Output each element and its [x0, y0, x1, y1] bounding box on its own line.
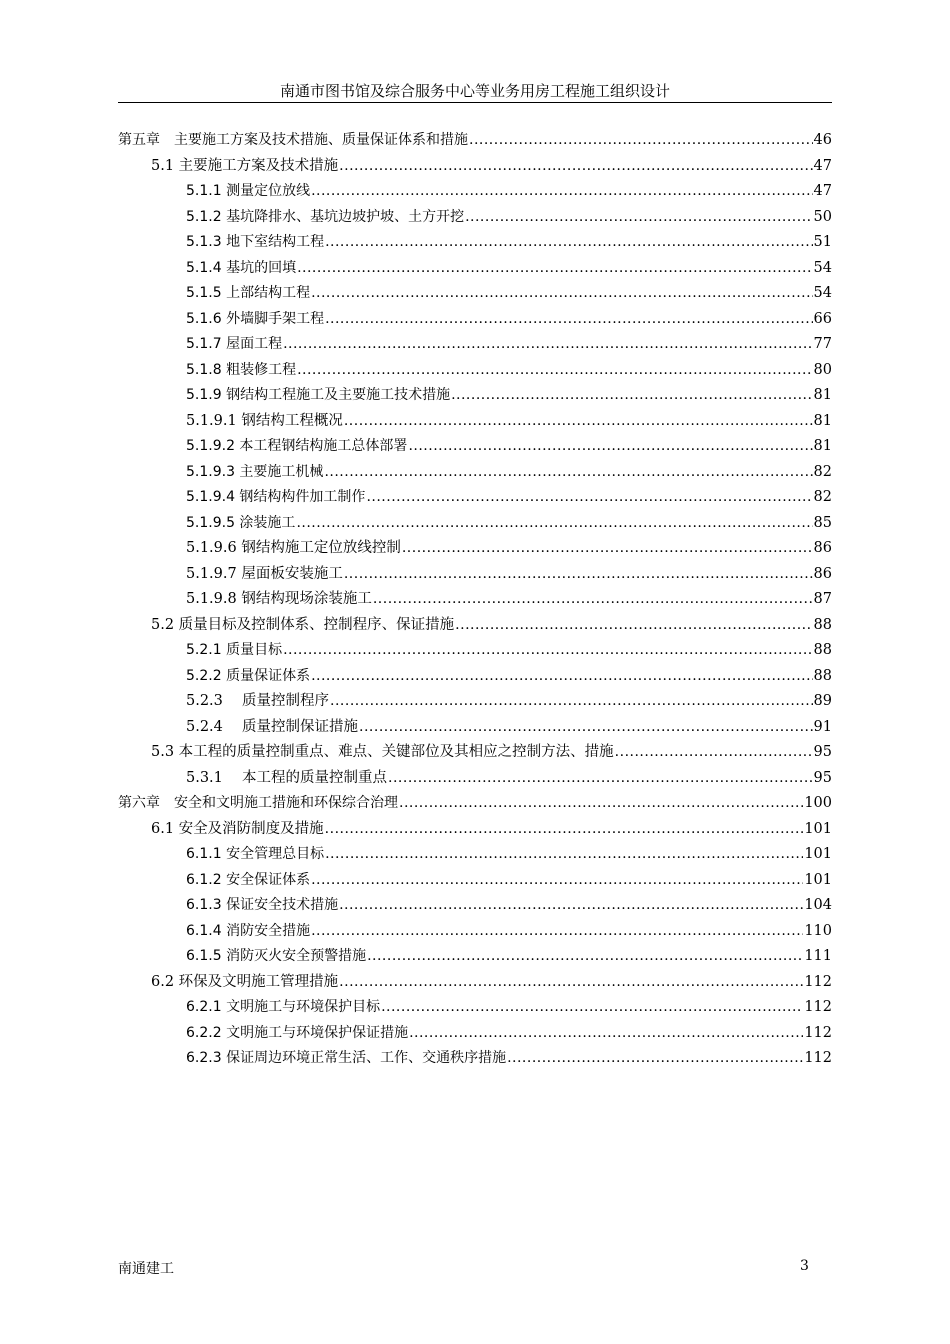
toc-entry-page: 112: [804, 1024, 832, 1041]
toc-entry[interactable]: [186, 562, 832, 584]
toc-entry-label: 5.3.1 本工程的质量控制重点: [186, 769, 388, 786]
toc-entry-label: 5.1.1 测量定位放线: [186, 183, 311, 199]
toc-entry[interactable]: [186, 1046, 832, 1068]
toc-entry[interactable]: [186, 179, 832, 201]
toc-leader-dots: [325, 309, 812, 329]
toc-entry[interactable]: [186, 995, 832, 1017]
toc-entry[interactable]: [186, 409, 832, 431]
toc-entry-label: 5.1.3 地下室结构工程: [186, 234, 325, 250]
toc-entry-page: 88: [813, 616, 832, 633]
toc-entry-page: 50: [813, 208, 832, 225]
toc-entry[interactable]: [186, 664, 832, 686]
toc-entry[interactable]: [186, 715, 832, 737]
toc-entry[interactable]: [186, 893, 832, 915]
toc-entry[interactable]: [186, 485, 832, 507]
toc-entry-page: 86: [813, 565, 832, 582]
toc-entry-page: 86: [813, 540, 832, 556]
toc-entry[interactable]: [186, 434, 832, 456]
header-title: 南通市图书馆及综合服务中心等业务用房工程施工组织设计: [279, 82, 670, 100]
toc-leader-dots: [388, 768, 813, 788]
toc-entry[interactable]: [186, 689, 832, 711]
toc-leader-dots: [311, 181, 812, 201]
toc-entry-page: 46: [813, 132, 832, 148]
toc-entry[interactable]: [186, 1021, 832, 1043]
toc-entry-label: 5.2.1 质量目标: [186, 642, 283, 658]
toc-leader-dots: [402, 538, 813, 558]
toc-leader-dots: [325, 844, 803, 864]
toc-entry-label: 6.1.3 保证安全技术措施: [186, 897, 339, 913]
toc-leader-dots: [507, 1048, 803, 1068]
toc-entry-label: 5.1.9.7 屋面板安装施工: [186, 565, 343, 582]
toc-entry-page: 47: [813, 183, 832, 199]
toc-entry-label: 5.1.8 粗装修工程: [186, 361, 297, 378]
toc-entry-page: 77: [813, 336, 832, 352]
toc-entry-page: 112: [804, 1050, 832, 1066]
toc-leader-dots: [344, 564, 813, 584]
toc-leader-dots: [381, 997, 803, 1017]
toc-entry-label: 第五章 主要施工方案及技术措施、质量保证体系和措施: [118, 132, 468, 148]
toc-entry[interactable]: [118, 128, 832, 150]
toc-entry-page: 87: [813, 591, 832, 607]
toc-entry-label: 5.1.9.1 钢结构工程概况: [186, 412, 343, 429]
toc-entry-label: 5.1.9 钢结构工程施工及主要施工技术措施: [186, 387, 451, 403]
toc-entry[interactable]: [186, 511, 832, 533]
toc-entry-label: 5.2 质量目标及控制体系、控制程序、保证措施: [151, 616, 455, 633]
toc-entry-page: 95: [813, 769, 832, 786]
toc-entry-label: 5.1.6 外墙脚手架工程: [186, 310, 325, 327]
toc-entry[interactable]: [118, 791, 832, 813]
toc-entry-page: 81: [813, 387, 832, 403]
footer-page-number: 3: [800, 1258, 809, 1274]
footer-company: 南通建工: [118, 1261, 174, 1277]
toc-entry-label: 5.1.9.5 涂装施工: [186, 514, 296, 531]
toc-leader-dots: [615, 742, 813, 762]
toc-entry-page: 82: [813, 489, 832, 505]
toc-leader-dots: [366, 487, 812, 507]
toc-entry[interactable]: [186, 256, 832, 278]
toc-leader-dots: [465, 207, 812, 227]
toc-entry[interactable]: [186, 587, 832, 609]
toc-entry-label: 第六章 安全和文明施工措施和环保综合治理: [118, 795, 398, 811]
toc-entry[interactable]: [186, 536, 832, 558]
toc-leader-dots: [367, 946, 803, 966]
toc-entry-label: 5.2.2 质量保证体系: [186, 667, 311, 684]
toc-entry[interactable]: [186, 230, 832, 252]
toc-entry[interactable]: [186, 205, 832, 227]
toc-entry-page: 51: [813, 234, 832, 250]
toc-leader-dots: [324, 462, 812, 482]
toc-entry[interactable]: [186, 383, 832, 405]
toc-entry-label: 5.1.9.2 本工程钢结构施工总体部署: [186, 438, 408, 454]
toc-leader-dots: [296, 513, 812, 533]
toc-entry[interactable]: [151, 970, 832, 992]
toc-entry-label: 5.2.3 质量控制程序: [186, 693, 330, 709]
toc-entry[interactable]: [186, 944, 832, 966]
toc-entry[interactable]: [186, 919, 832, 941]
toc-entry-label: 5.1.5 上部结构工程: [186, 285, 311, 301]
toc-leader-dots: [469, 130, 813, 150]
toc-leader-dots: [311, 921, 803, 941]
toc-leader-dots: [311, 870, 803, 890]
toc-entry-page: 85: [813, 514, 832, 531]
toc-entry-label: 6.2.2 文明施工与环境保护保证措施: [186, 1024, 409, 1041]
toc-entry-page: 88: [813, 642, 832, 658]
toc-entry-page: 54: [813, 259, 832, 276]
toc-leader-dots: [455, 615, 812, 635]
toc-leader-dots: [325, 232, 812, 252]
toc-entry-page: 101: [804, 871, 832, 888]
toc-entry-page: 82: [813, 463, 832, 480]
toc-entry-label: 5.1.4 基坑的回填: [186, 259, 297, 276]
toc-entry-page: 110: [804, 922, 832, 939]
toc-leader-dots: [330, 691, 813, 711]
toc-leader-dots: [359, 717, 813, 737]
toc-entry-label: 5.3 本工程的质量控制重点、难点、关键部位及其相应之控制方法、措施: [151, 744, 614, 760]
toc-leader-dots: [344, 411, 813, 431]
toc-entry-label: 6.2.1 文明施工与环境保护目标: [186, 999, 381, 1015]
toc-leader-dots: [373, 589, 813, 609]
toc-entry[interactable]: [186, 868, 832, 890]
toc-entry-label: 5.1.7 屋面工程: [186, 336, 283, 352]
toc-entry-label: 6.1.2 安全保证体系: [186, 871, 311, 888]
toc-entry-page: 54: [813, 285, 832, 301]
toc-entry-page: 88: [813, 667, 832, 684]
toc-entry-label: 5.1.2 基坑降排水、基坑边坡护坡、土方开挖: [186, 208, 465, 225]
toc-leader-dots: [297, 360, 812, 380]
toc-entry-page: 95: [813, 744, 832, 760]
toc-leader-dots: [283, 640, 812, 660]
toc-entry-page: 101: [804, 820, 832, 837]
toc-leader-dots: [409, 1023, 803, 1043]
toc-entry-page: 89: [813, 693, 832, 709]
toc-entry-label: 6.1.5 消防灭火安全预警措施: [186, 948, 367, 964]
toc-entry-page: 104: [804, 897, 832, 913]
toc-entry-label: 6.2.3 保证周边环境正常生活、工作、交通秩序措施: [186, 1050, 507, 1066]
toc-entry-label: 6.1 安全及消防制度及措施: [151, 820, 324, 837]
toc-entry[interactable]: [186, 638, 832, 660]
toc-entry-label: 5.1 主要施工方案及技术措施: [151, 157, 339, 174]
page-header: [118, 80, 832, 103]
toc-entry-label: 5.1.9.6 钢结构施工定位放线控制: [186, 540, 401, 556]
toc-entry-page: 112: [804, 999, 832, 1015]
toc-entry-page: 80: [813, 361, 832, 378]
toc-entry-page: 66: [813, 310, 832, 327]
toc-entry[interactable]: [186, 842, 832, 864]
toc-entry[interactable]: [186, 281, 832, 303]
toc-entry[interactable]: [151, 613, 832, 635]
toc-entry-page: 47: [813, 157, 832, 174]
toc-leader-dots: [283, 334, 812, 354]
toc-entry[interactable]: [151, 740, 832, 762]
toc-entry-label: 5.1.9.4 钢结构构件加工制作: [186, 489, 366, 505]
toc-entry[interactable]: [151, 154, 832, 176]
toc-leader-dots: [297, 258, 812, 278]
toc-entry-page: 91: [813, 718, 832, 735]
toc-entry-page: 81: [813, 412, 832, 429]
toc-leader-dots: [339, 972, 803, 992]
toc-leader-dots: [408, 436, 812, 456]
toc-entry[interactable]: [186, 358, 832, 380]
toc-entry-label: 6.1.4 消防安全措施: [186, 922, 311, 939]
toc-entry-label: 6.2 环保及文明施工管理措施: [151, 973, 339, 990]
toc-entry[interactable]: [186, 766, 832, 788]
toc-leader-dots: [325, 819, 804, 839]
toc-entry-page: 112: [804, 973, 832, 990]
toc-entry[interactable]: [186, 307, 832, 329]
toc-entry-label: 6.1.1 安全管理总目标: [186, 846, 325, 862]
toc-entry-page: 81: [813, 438, 832, 454]
toc-leader-dots: [311, 666, 812, 686]
toc-entry[interactable]: [186, 332, 832, 354]
toc-entry-page: 100: [804, 795, 832, 811]
toc-leader-dots: [451, 385, 812, 405]
toc-entry[interactable]: [186, 460, 832, 482]
toc-leader-dots: [339, 895, 803, 915]
toc-leader-dots: [311, 283, 812, 303]
toc-entry-label: 5.1.9.3 主要施工机械: [186, 463, 324, 480]
toc-leader-dots: [339, 156, 812, 176]
toc-entry-page: 111: [804, 948, 832, 964]
toc-entry-label: 5.1.9.8 钢结构现场涂装施工: [186, 591, 372, 607]
toc-entry-label: 5.2.4 质量控制保证措施: [186, 718, 359, 735]
toc-leader-dots: [399, 793, 803, 813]
toc-entry[interactable]: [151, 817, 832, 839]
toc-entry-page: 101: [804, 846, 832, 862]
